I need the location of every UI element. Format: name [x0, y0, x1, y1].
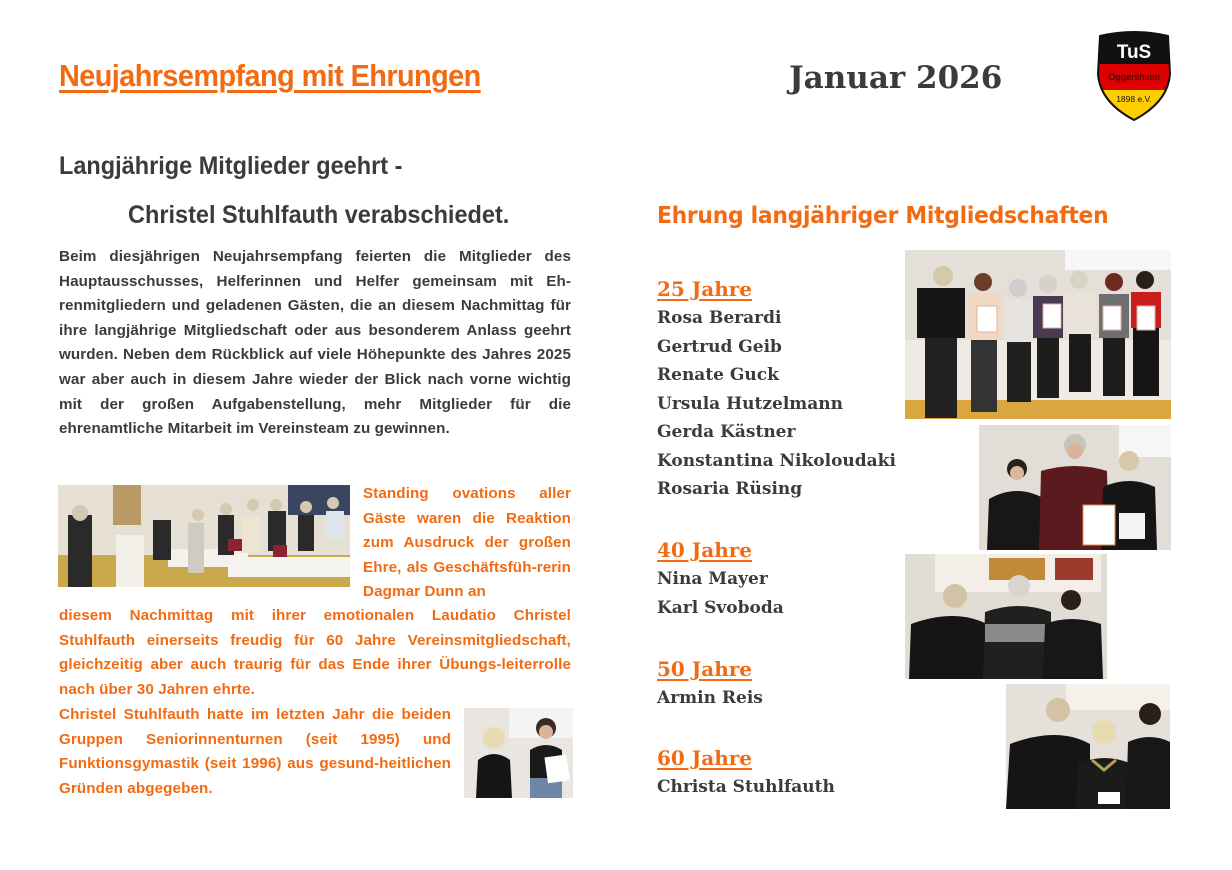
- member-name: Gertrud Geib: [657, 336, 782, 357]
- farewell-photo: [464, 708, 573, 798]
- page-title: Neujahrsempfang mit Ehrungen: [59, 58, 481, 93]
- ovation-paragraph-side: Standing ovations aller Gäste waren die Reaktion zum Ausdruck der großen Ehre, als Geschäftsfüh-rerin Dagmar Dunn an: [363, 485, 571, 601]
- group-heading: 25 Jahre: [657, 277, 753, 301]
- svg-text:1898 e.V.: 1898 e.V.: [1116, 94, 1152, 104]
- photo-25-jahre-pair: [979, 425, 1171, 550]
- svg-text:TuS: TuS: [1116, 42, 1152, 63]
- issue-date: Januar 2026: [789, 60, 1003, 96]
- group-heading: 50 Jahre: [657, 657, 753, 681]
- member-name: Gerda Kästner: [657, 422, 796, 442]
- group-heading: 60 Jahre: [657, 746, 753, 770]
- honor-group-50: [657, 654, 763, 713]
- ovation-paragraph-continued: diesem Nachmittag mit ihrer emotionalen Laudatio Christel Stuhlfauth einerseits freudig für 60 Jahre Vereinsmitgliedschaft, gleichzeitig aber auch traurig für das Ende ihrer Übungs-leiterrolle nach über 30 Jahren ehrte.: [59, 607, 571, 698]
- group-heading: 40 Jahre: [657, 538, 753, 562]
- honor-group-40: [657, 535, 784, 622]
- member-name: Rosa Berardi: [657, 308, 782, 328]
- member-name: Karl Svoboda: [657, 597, 784, 618]
- member-name: Ursula Hutzelmann: [657, 393, 844, 414]
- member-name: Renate Guck: [657, 365, 779, 385]
- article-subtitle-2: Christel Stuhlfauth verabschiedet.: [128, 201, 510, 229]
- photo-60-jahre: [1006, 684, 1170, 809]
- photo-25-jahre-group: [905, 250, 1171, 419]
- svg-text:Oggersheim: Oggersheim: [1108, 72, 1160, 83]
- member-name: Nina Mayer: [657, 569, 768, 589]
- shield-icon: [1094, 30, 1174, 122]
- ovation-photo: [58, 485, 350, 587]
- honor-group-60: [657, 743, 835, 802]
- member-name: Rosaria Rüsing: [657, 479, 803, 499]
- honors-title: Ehrung langjähriger Mitgliedschaften: [657, 201, 1109, 229]
- member-name: Armin Reis: [657, 688, 763, 708]
- farewell-paragraph: Christel Stuhlfauth hatte im letzten Jahr die beiden Gruppen Seniorinnenturnen (seit 1995) und Funktionsgymastik (seit 1996) aus gesund-heitlichen Gründen abgegeben.: [59, 706, 451, 797]
- member-name: Konstantina Nikoloudaki: [657, 450, 896, 471]
- article-subtitle-1: Langjährige Mitglieder geehrt -: [59, 152, 403, 180]
- photo-40-jahre: [905, 554, 1107, 679]
- honor-group-25: [657, 274, 896, 504]
- club-logo: [1094, 30, 1174, 122]
- intro-paragraph: Beim diesjährigen Neujahrsempfang feierten die Mitglieder des Hauptausschusses, Helferinnen und Helfer gemeinsam mit Eh-renmitgliedern und geladenen Gästen, die an diesem Nachmittag für ihre langjährige Mitgliedschaft oder aus besonderem Anlass geehrt wurden. Neben dem Rückblick auf viele Höhepunkte des Jahres 2025 war aber auch in diesem Jahre wieder der Blick nach vorne wichtig mit der großen Aufgabenstellung, mehr Mitglieder für die ehrenamtliche Mitarbeit im Vereinsteam zu gewinnen.: [59, 248, 571, 438]
- member-name: Christa Stuhlfauth: [657, 777, 835, 797]
